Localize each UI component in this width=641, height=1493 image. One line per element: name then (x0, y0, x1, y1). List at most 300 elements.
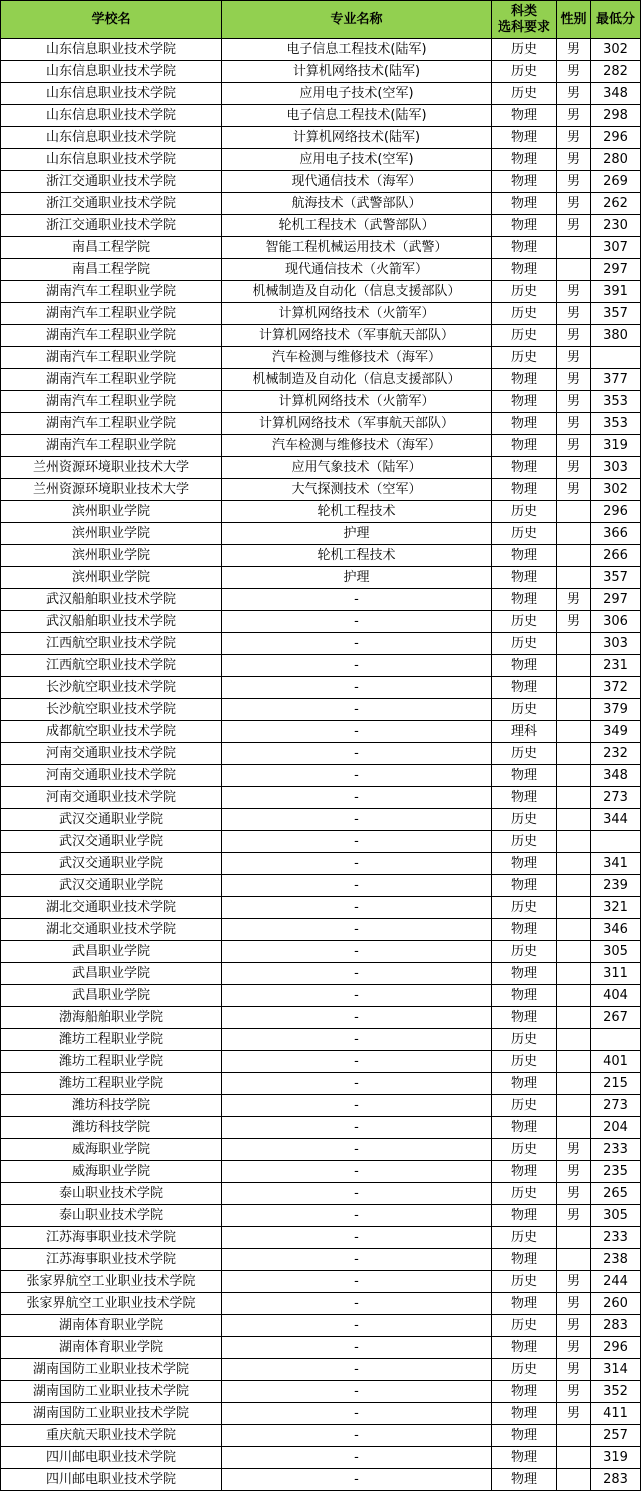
school-cell: 湖南国防工业职业技术学院 (1, 1359, 222, 1381)
major-cell: - (222, 633, 492, 655)
table-row (1, 765, 641, 787)
header-row (1, 1, 641, 39)
min-score-cell: 302 (591, 39, 641, 61)
major-cell: - (222, 1029, 492, 1051)
gender-cell (557, 963, 591, 985)
gender-cell (557, 919, 591, 941)
min-score-cell: 344 (591, 809, 641, 831)
min-score-cell: 267 (591, 1007, 641, 1029)
school-cell: 山东信息职业技术学院 (1, 39, 222, 61)
school-cell: 河南交通职业技术学院 (1, 787, 222, 809)
major-cell: - (222, 677, 492, 699)
gender-cell (557, 1007, 591, 1029)
table-row (1, 83, 641, 105)
min-score-cell: 273 (591, 787, 641, 809)
major-cell: 机械制造及自动化（信息支援部队） (222, 369, 492, 391)
major-cell: 机械制造及自动化（信息支援部队） (222, 281, 492, 303)
table-row (1, 237, 641, 259)
major-cell: - (222, 589, 492, 611)
major-cell: - (222, 699, 492, 721)
min-score-cell: 348 (591, 765, 641, 787)
table-row (1, 567, 641, 589)
school-cell: 潍坊科技学院 (1, 1095, 222, 1117)
min-score-cell: 348 (591, 83, 641, 105)
major-cell: - (222, 1447, 492, 1469)
min-score-cell: 266 (591, 545, 641, 567)
min-score-cell: 404 (591, 985, 641, 1007)
gender-cell: 男 (557, 193, 591, 215)
school-cell: 江西航空职业技术学院 (1, 633, 222, 655)
school-cell: 湖南汽车工程职业学院 (1, 325, 222, 347)
gender-cell (557, 655, 591, 677)
school-cell: 浙江交通职业技术学院 (1, 215, 222, 237)
gender-cell (557, 545, 591, 567)
gender-cell: 男 (557, 127, 591, 149)
min-score-cell: 306 (591, 611, 641, 633)
major-cell: 电子信息工程技术(陆军) (222, 105, 492, 127)
min-score-cell: 307 (591, 237, 641, 259)
table-row (1, 39, 641, 61)
school-cell: 滨州职业学院 (1, 567, 222, 589)
subject-cell: 物理 (492, 1447, 557, 1469)
min-score-cell: 238 (591, 1249, 641, 1271)
subject-cell: 物理 (492, 567, 557, 589)
school-cell: 张家界航空工业职业技术学院 (1, 1293, 222, 1315)
subject-cell: 历史 (492, 347, 557, 369)
min-score-cell: 401 (591, 1051, 641, 1073)
min-score-cell: 353 (591, 391, 641, 413)
gender-cell (557, 237, 591, 259)
gender-cell (557, 1425, 591, 1447)
gender-cell: 男 (557, 589, 591, 611)
gender-cell: 男 (557, 347, 591, 369)
subject-cell: 历史 (492, 61, 557, 83)
min-score-cell: 303 (591, 457, 641, 479)
subject-cell: 历史 (492, 611, 557, 633)
gender-cell (557, 501, 591, 523)
major-cell: - (222, 1249, 492, 1271)
school-cell: 四川邮电职业技术学院 (1, 1447, 222, 1469)
min-score-cell: 239 (591, 875, 641, 897)
gender-cell (557, 567, 591, 589)
school-cell: 山东信息职业技术学院 (1, 149, 222, 171)
major-cell: - (222, 1139, 492, 1161)
subject-cell: 物理 (492, 589, 557, 611)
major-cell: - (222, 1403, 492, 1425)
major-cell: 智能工程机械运用技术（武警） (222, 237, 492, 259)
school-cell: 滨州职业学院 (1, 545, 222, 567)
major-cell: 计算机网络技术(陆军) (222, 61, 492, 83)
school-cell: 武汉船舶职业技术学院 (1, 589, 222, 611)
subject-cell: 物理 (492, 985, 557, 1007)
min-score-cell: 232 (591, 743, 641, 765)
gender-cell (557, 699, 591, 721)
table-row (1, 1073, 641, 1095)
major-cell: 航海技术（武警部队） (222, 193, 492, 215)
min-score-cell: 262 (591, 193, 641, 215)
major-cell: - (222, 853, 492, 875)
major-cell: - (222, 831, 492, 853)
table-row (1, 875, 641, 897)
school-cell: 山东信息职业技术学院 (1, 127, 222, 149)
subject-cell: 物理 (492, 1205, 557, 1227)
school-cell: 威海职业学院 (1, 1161, 222, 1183)
gender-cell (557, 721, 591, 743)
gender-cell (557, 1249, 591, 1271)
subject-cell: 物理 (492, 1425, 557, 1447)
major-cell: - (222, 1469, 492, 1491)
table-row (1, 369, 641, 391)
major-cell: 应用电子技术(空军) (222, 149, 492, 171)
min-score-cell: 319 (591, 1447, 641, 1469)
school-cell: 武昌职业学院 (1, 941, 222, 963)
table-row (1, 963, 641, 985)
major-cell: - (222, 1183, 492, 1205)
school-cell: 湖南国防工业职业技术学院 (1, 1403, 222, 1425)
table-row (1, 853, 641, 875)
table-row (1, 1293, 641, 1315)
subject-cell: 历史 (492, 1271, 557, 1293)
table-row (1, 611, 641, 633)
school-cell: 武昌职业学院 (1, 985, 222, 1007)
subject-cell: 物理 (492, 237, 557, 259)
header-major: 专业名称 (222, 1, 492, 39)
table-row (1, 193, 641, 215)
table-row (1, 1271, 641, 1293)
gender-cell: 男 (557, 1315, 591, 1337)
min-score-cell: 321 (591, 897, 641, 919)
major-cell: 应用气象技术（陆军） (222, 457, 492, 479)
min-score-cell: 305 (591, 1205, 641, 1227)
major-cell: - (222, 1337, 492, 1359)
school-cell: 长沙航空职业技术学院 (1, 699, 222, 721)
school-cell: 湖南汽车工程职业学院 (1, 391, 222, 413)
min-score-cell: 380 (591, 325, 641, 347)
table-row (1, 105, 641, 127)
subject-cell: 历史 (492, 1139, 557, 1161)
table-row (1, 941, 641, 963)
school-cell: 武汉船舶职业技术学院 (1, 611, 222, 633)
min-score-cell: 296 (591, 127, 641, 149)
major-cell: 大气探测技术（空军） (222, 479, 492, 501)
subject-cell: 历史 (492, 325, 557, 347)
table-row (1, 61, 641, 83)
school-cell: 南昌工程学院 (1, 259, 222, 281)
min-score-cell: 282 (591, 61, 641, 83)
school-cell: 湖南汽车工程职业学院 (1, 347, 222, 369)
gender-cell: 男 (557, 479, 591, 501)
subject-cell: 历史 (492, 501, 557, 523)
gender-cell: 男 (557, 325, 591, 347)
gender-cell: 男 (557, 391, 591, 413)
subject-cell: 物理 (492, 105, 557, 127)
gender-cell (557, 1117, 591, 1139)
gender-cell (557, 259, 591, 281)
gender-cell: 男 (557, 303, 591, 325)
school-cell: 湖南汽车工程职业学院 (1, 435, 222, 457)
min-score-cell: 341 (591, 853, 641, 875)
major-cell: - (222, 743, 492, 765)
school-cell: 湖南国防工业职业技术学院 (1, 1381, 222, 1403)
school-cell: 湖南汽车工程职业学院 (1, 303, 222, 325)
table-row (1, 897, 641, 919)
min-score-cell: 353 (591, 413, 641, 435)
major-cell: - (222, 787, 492, 809)
school-cell: 潍坊科技学院 (1, 1117, 222, 1139)
subject-cell: 历史 (492, 897, 557, 919)
subject-cell: 物理 (492, 1073, 557, 1095)
major-cell: - (222, 1205, 492, 1227)
gender-cell: 男 (557, 435, 591, 457)
major-cell: 计算机网络技术（军事航天部队） (222, 325, 492, 347)
major-cell: 现代通信技术（火箭军） (222, 259, 492, 281)
school-cell: 河南交通职业技术学院 (1, 765, 222, 787)
min-score-cell: 233 (591, 1139, 641, 1161)
major-cell: 计算机网络技术（火箭军） (222, 303, 492, 325)
subject-cell: 物理 (492, 1007, 557, 1029)
major-cell: - (222, 721, 492, 743)
school-cell: 潍坊工程职业学院 (1, 1073, 222, 1095)
major-cell: 现代通信技术（海军） (222, 171, 492, 193)
gender-cell: 男 (557, 457, 591, 479)
subject-cell: 物理 (492, 1381, 557, 1403)
subject-cell: 物理 (492, 655, 557, 677)
gender-cell (557, 941, 591, 963)
table-row (1, 501, 641, 523)
header-gender: 性别 (557, 1, 591, 39)
subject-cell: 物理 (492, 259, 557, 281)
subject-cell: 物理 (492, 1469, 557, 1491)
min-score-cell: 231 (591, 655, 641, 677)
major-cell: - (222, 765, 492, 787)
table-row (1, 127, 641, 149)
school-cell: 山东信息职业技术学院 (1, 105, 222, 127)
table-row (1, 633, 641, 655)
school-cell: 成都航空职业技术学院 (1, 721, 222, 743)
major-cell: - (222, 985, 492, 1007)
table-row (1, 303, 641, 325)
table-row (1, 677, 641, 699)
gender-cell: 男 (557, 413, 591, 435)
subject-cell: 物理 (492, 963, 557, 985)
subject-cell: 物理 (492, 787, 557, 809)
major-cell: 护理 (222, 567, 492, 589)
table-row (1, 1227, 641, 1249)
min-score-cell: 260 (591, 1293, 641, 1315)
gender-cell: 男 (557, 611, 591, 633)
school-cell: 湖南汽车工程职业学院 (1, 281, 222, 303)
min-score-cell: 305 (591, 941, 641, 963)
school-cell: 南昌工程学院 (1, 237, 222, 259)
gender-cell (557, 875, 591, 897)
school-cell: 山东信息职业技术学院 (1, 61, 222, 83)
major-cell: - (222, 655, 492, 677)
major-cell: - (222, 941, 492, 963)
table-body (1, 39, 641, 1491)
major-cell: - (222, 875, 492, 897)
min-score-cell: 297 (591, 259, 641, 281)
subject-cell: 物理 (492, 457, 557, 479)
gender-cell (557, 809, 591, 831)
min-score-cell: 311 (591, 963, 641, 985)
major-cell: - (222, 809, 492, 831)
min-score-cell: 296 (591, 1337, 641, 1359)
subject-cell: 理科 (492, 721, 557, 743)
school-cell: 重庆航天职业技术学院 (1, 1425, 222, 1447)
school-cell: 山东信息职业技术学院 (1, 83, 222, 105)
gender-cell: 男 (557, 215, 591, 237)
school-cell: 湖南汽车工程职业学院 (1, 413, 222, 435)
subject-cell: 历史 (492, 633, 557, 655)
gender-cell: 男 (557, 1161, 591, 1183)
subject-cell: 物理 (492, 171, 557, 193)
min-score-cell: 233 (591, 1227, 641, 1249)
table-row (1, 215, 641, 237)
subject-cell: 历史 (492, 743, 557, 765)
subject-cell: 历史 (492, 1051, 557, 1073)
min-score-cell: 366 (591, 523, 641, 545)
subject-cell: 物理 (492, 765, 557, 787)
min-score-cell: 372 (591, 677, 641, 699)
min-score-cell: 296 (591, 501, 641, 523)
gender-cell: 男 (557, 281, 591, 303)
table-row (1, 1425, 641, 1447)
major-cell: - (222, 1359, 492, 1381)
subject-cell: 历史 (492, 941, 557, 963)
gender-cell: 男 (557, 83, 591, 105)
school-cell: 武汉交通职业学院 (1, 875, 222, 897)
gender-cell: 男 (557, 1381, 591, 1403)
subject-cell: 历史 (492, 39, 557, 61)
school-cell: 武汉交通职业学院 (1, 853, 222, 875)
school-cell: 江苏海事职业技术学院 (1, 1249, 222, 1271)
table-row (1, 1337, 641, 1359)
school-cell: 江苏海事职业技术学院 (1, 1227, 222, 1249)
gender-cell: 男 (557, 39, 591, 61)
min-score-cell: 273 (591, 1095, 641, 1117)
gender-cell (557, 765, 591, 787)
min-score-cell: 352 (591, 1381, 641, 1403)
subject-cell: 物理 (492, 215, 557, 237)
major-cell: - (222, 1073, 492, 1095)
school-cell: 湖南汽车工程职业学院 (1, 369, 222, 391)
min-score-cell: 346 (591, 919, 641, 941)
table-row (1, 655, 641, 677)
gender-cell (557, 1095, 591, 1117)
table-row (1, 347, 641, 369)
major-cell: 护理 (222, 523, 492, 545)
gender-cell (557, 523, 591, 545)
major-cell: - (222, 1161, 492, 1183)
school-cell: 湖南体育职业学院 (1, 1315, 222, 1337)
gender-cell (557, 787, 591, 809)
min-score-cell: 303 (591, 633, 641, 655)
gender-cell: 男 (557, 105, 591, 127)
table-row (1, 1161, 641, 1183)
table-row (1, 1381, 641, 1403)
gender-cell: 男 (557, 1205, 591, 1227)
subject-cell: 历史 (492, 831, 557, 853)
school-cell: 四川邮电职业技术学院 (1, 1469, 222, 1491)
table-row (1, 435, 641, 457)
table-row (1, 831, 641, 853)
min-score-cell: 269 (591, 171, 641, 193)
major-cell: 计算机网络技术（军事航天部队） (222, 413, 492, 435)
min-score-cell: 215 (591, 1073, 641, 1095)
subject-cell: 物理 (492, 677, 557, 699)
gender-cell (557, 1447, 591, 1469)
header-subject: 科类 选科要求 (492, 1, 557, 39)
major-cell: - (222, 1007, 492, 1029)
subject-cell: 历史 (492, 523, 557, 545)
gender-cell: 男 (557, 1403, 591, 1425)
major-cell: - (222, 1381, 492, 1403)
min-score-cell: 244 (591, 1271, 641, 1293)
major-cell: - (222, 1315, 492, 1337)
table-row (1, 743, 641, 765)
major-cell: 轮机工程技术（武警部队） (222, 215, 492, 237)
school-cell: 渤海船舶职业学院 (1, 1007, 222, 1029)
subject-cell: 物理 (492, 127, 557, 149)
major-cell: - (222, 897, 492, 919)
min-score-cell: 230 (591, 215, 641, 237)
school-cell: 兰州资源环境职业技术大学 (1, 479, 222, 501)
min-score-cell: 280 (591, 149, 641, 171)
gender-cell: 男 (557, 1293, 591, 1315)
subject-cell: 物理 (492, 413, 557, 435)
subject-cell: 历史 (492, 1315, 557, 1337)
table-row (1, 589, 641, 611)
subject-cell: 历史 (492, 809, 557, 831)
school-cell: 武汉交通职业学院 (1, 809, 222, 831)
gender-cell: 男 (557, 1271, 591, 1293)
gender-cell (557, 1469, 591, 1491)
table-row (1, 391, 641, 413)
table-row (1, 479, 641, 501)
school-cell: 江西航空职业技术学院 (1, 655, 222, 677)
subject-cell: 历史 (492, 1359, 557, 1381)
table-row (1, 1029, 641, 1051)
table-row (1, 1205, 641, 1227)
gender-cell (557, 677, 591, 699)
min-score-cell: 377 (591, 369, 641, 391)
subject-cell: 历史 (492, 1227, 557, 1249)
table-row (1, 809, 641, 831)
major-cell: - (222, 1095, 492, 1117)
subject-cell: 物理 (492, 1249, 557, 1271)
header-school: 学校名 (1, 1, 222, 39)
table-row (1, 1359, 641, 1381)
table-row (1, 545, 641, 567)
gender-cell (557, 1073, 591, 1095)
school-cell: 武昌职业学院 (1, 963, 222, 985)
table-row (1, 1139, 641, 1161)
gender-cell: 男 (557, 171, 591, 193)
subject-cell: 历史 (492, 1029, 557, 1051)
gender-cell: 男 (557, 369, 591, 391)
table-row (1, 1051, 641, 1073)
table-row (1, 1315, 641, 1337)
school-cell: 泰山职业技术学院 (1, 1183, 222, 1205)
subject-cell: 物理 (492, 1117, 557, 1139)
subject-cell: 物理 (492, 149, 557, 171)
table-row (1, 721, 641, 743)
subject-cell: 物理 (492, 1403, 557, 1425)
gender-cell (557, 831, 591, 853)
table-row (1, 787, 641, 809)
school-cell: 湖北交通职业技术学院 (1, 919, 222, 941)
gender-cell: 男 (557, 1139, 591, 1161)
